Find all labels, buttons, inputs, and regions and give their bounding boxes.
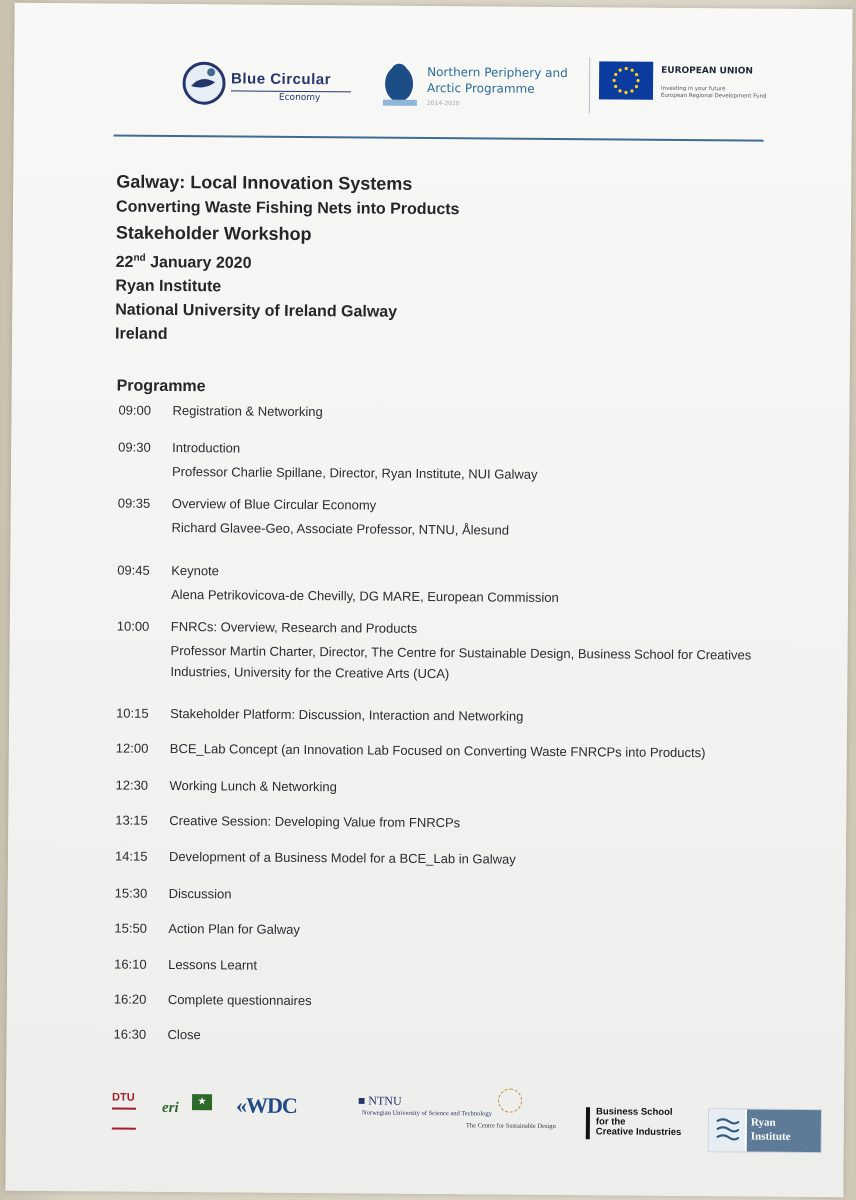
partner-logo-row (106, 1085, 826, 1151)
wave-icon (709, 1109, 745, 1151)
npa-logo-line2: Arctic Programme (426, 80, 535, 96)
npa-logo-line1: Northern Periphery and (427, 64, 568, 81)
agenda-item (114, 920, 774, 937)
agenda-title: Complete questionnaires (167, 991, 312, 1009)
ntnu-logo (358, 1093, 402, 1108)
agenda-title: Working Lunch & Networking (169, 777, 337, 795)
star-icon: ★ (192, 1094, 212, 1110)
ryan-wave-icon (709, 1109, 745, 1151)
agenda-title: Keynote (171, 562, 219, 579)
business-school-logo (596, 1107, 682, 1138)
agenda-title: Registration & Networking (172, 402, 323, 420)
globe-fish-icon (181, 60, 227, 106)
wdc-chevron-icon: « (235, 1092, 247, 1118)
csd-circle-icon (498, 1089, 522, 1113)
ntnu-logo-text: NTNU (368, 1093, 402, 1108)
header-logo-row (179, 52, 780, 127)
agenda-time: 16:20 (113, 991, 147, 1007)
npa-logo-text (427, 64, 568, 97)
document-title-block (115, 170, 756, 352)
eu-sub-line1: Investing in your future (660, 85, 726, 93)
agenda-item (117, 562, 777, 606)
document-subtitle: Converting Waste Fishing Nets into Products (116, 198, 460, 219)
date-month-year: January 2020 (145, 254, 252, 272)
agenda-title: Lessons Learnt (168, 956, 258, 973)
dtu-logo: DTU (112, 1091, 135, 1104)
agenda-speaker: Professor Martin Charter, Director, The Centre for Sustainable Design, Business School for Creatives Industries, University for the Creative Arts (UCA) (170, 642, 752, 682)
agenda-item (117, 495, 778, 538)
agenda-item (116, 705, 776, 724)
agenda-time: 12:30 (115, 777, 149, 793)
ryan-institute-logo (708, 1108, 822, 1153)
bce-logo-text: Blue Circular (231, 70, 332, 89)
agenda-item (113, 991, 774, 1009)
agenda-time: 09:35 (117, 495, 151, 511)
agenda-item (113, 1026, 774, 1043)
agenda-item (114, 885, 775, 902)
agenda-time: 14:15 (114, 848, 148, 864)
agenda-title: Introduction (172, 439, 241, 456)
ntnu-square-icon: ■ (358, 1093, 369, 1108)
agenda-speaker: Richard Glavee-Geo, Associate Professor, NTNU, Ålesund (171, 519, 510, 538)
agenda-item (115, 812, 775, 831)
eu-flag-icon (599, 61, 653, 99)
programme-heading: Programme (116, 377, 206, 396)
agenda-title: Close (167, 1026, 201, 1043)
agenda-time: 13:15 (115, 812, 148, 828)
agenda-time: 12:00 (115, 740, 149, 756)
venue-university: National University of Ireland Galway (115, 301, 398, 322)
ryan-logo-text (751, 1116, 791, 1144)
agenda-item (115, 740, 776, 761)
agenda-time: 15:30 (114, 885, 148, 901)
header-divider-line (114, 135, 764, 142)
agenda-item (118, 402, 779, 420)
eu-divider (589, 57, 590, 113)
eu-stars-icon (599, 61, 653, 99)
npa-logo-years: 2014-2020 (426, 99, 460, 108)
bs-line2: for the (595, 1116, 626, 1128)
agenda-time: 09:00 (118, 402, 152, 418)
dtu-logo-bars (112, 1108, 136, 1130)
agenda-speaker: Professor Charlie Spillane, Director, Ryan Institute, NUI Galway (171, 463, 538, 482)
eu-sub-line2: European Regional Development Fund (660, 92, 767, 100)
agenda-time: 09:45 (117, 562, 150, 578)
eu-logo-subtitle (661, 86, 767, 101)
wdc-logo-text: WDC (245, 1092, 297, 1118)
npa-bird-icon (375, 60, 423, 112)
agenda-title: Stakeholder Platform: Discussion, Interaction and Networking (170, 705, 524, 724)
bs-line3: Creative Industries (595, 1126, 682, 1138)
agenda-item (115, 777, 776, 795)
business-school-bar (586, 1107, 590, 1139)
printed-agenda-sheet (5, 3, 852, 1198)
date-day: 22 (115, 253, 134, 271)
agenda-time: 10:00 (116, 618, 150, 634)
agenda-title: FNRCs: Overview, Research and Products (170, 618, 418, 636)
event-type: Stakeholder Workshop (115, 222, 312, 245)
wdc-logo (236, 1093, 297, 1119)
agenda-title: Overview of Blue Circular Economy (171, 495, 377, 513)
date-suffix: nd (133, 252, 146, 264)
agenda-title: Development of a Business Model for a BCE_Lab in Galway (168, 848, 516, 867)
agenda-title: Action Plan for Galway (168, 920, 300, 937)
bs-line1: Business School (595, 1106, 673, 1118)
ntnu-logo-subtitle: Norwegian University of Science and Technology (361, 1109, 492, 1118)
agenda-item (114, 848, 775, 867)
ryan-line2: Institute (750, 1130, 791, 1143)
bce-logo-subtext: Economy (278, 92, 321, 104)
agenda-time: 16:10 (114, 956, 147, 972)
european-union-logo (589, 55, 789, 117)
venue-country: Ireland (115, 325, 168, 344)
csd-logo-text: The Centre for Sustainable Design (465, 1122, 556, 1131)
document-title: Galway: Local Innovation Systems (116, 171, 413, 194)
blue-circular-economy-logo (179, 58, 369, 119)
agenda-item (118, 439, 778, 482)
eri-logo: eri (161, 1099, 179, 1117)
agenda-time: 15:50 (114, 920, 148, 936)
eu-logo-title: EUROPEAN UNION (661, 65, 753, 77)
agenda-title: Discussion (168, 885, 232, 902)
agenda-title: Creative Session: Developing Value from FNRCPs (169, 812, 461, 831)
agenda-item (116, 618, 777, 682)
agenda-speaker: Alena Petrikovicova-de Chevilly, DG MARE, European Commission (170, 586, 559, 606)
agenda-time: 16:30 (113, 1026, 147, 1042)
ryan-line1: Ryan (750, 1116, 776, 1129)
agenda-item (114, 956, 774, 973)
agenda-time: 09:30 (118, 439, 151, 455)
northern-periphery-logo (375, 58, 575, 120)
venue-institute: Ryan Institute (115, 277, 222, 296)
agenda-title: BCE_Lab Concept (an Innovation Lab Focused on Converting Waste FNRCPs into Products) (169, 740, 706, 761)
agenda-time: 10:15 (116, 705, 149, 721)
